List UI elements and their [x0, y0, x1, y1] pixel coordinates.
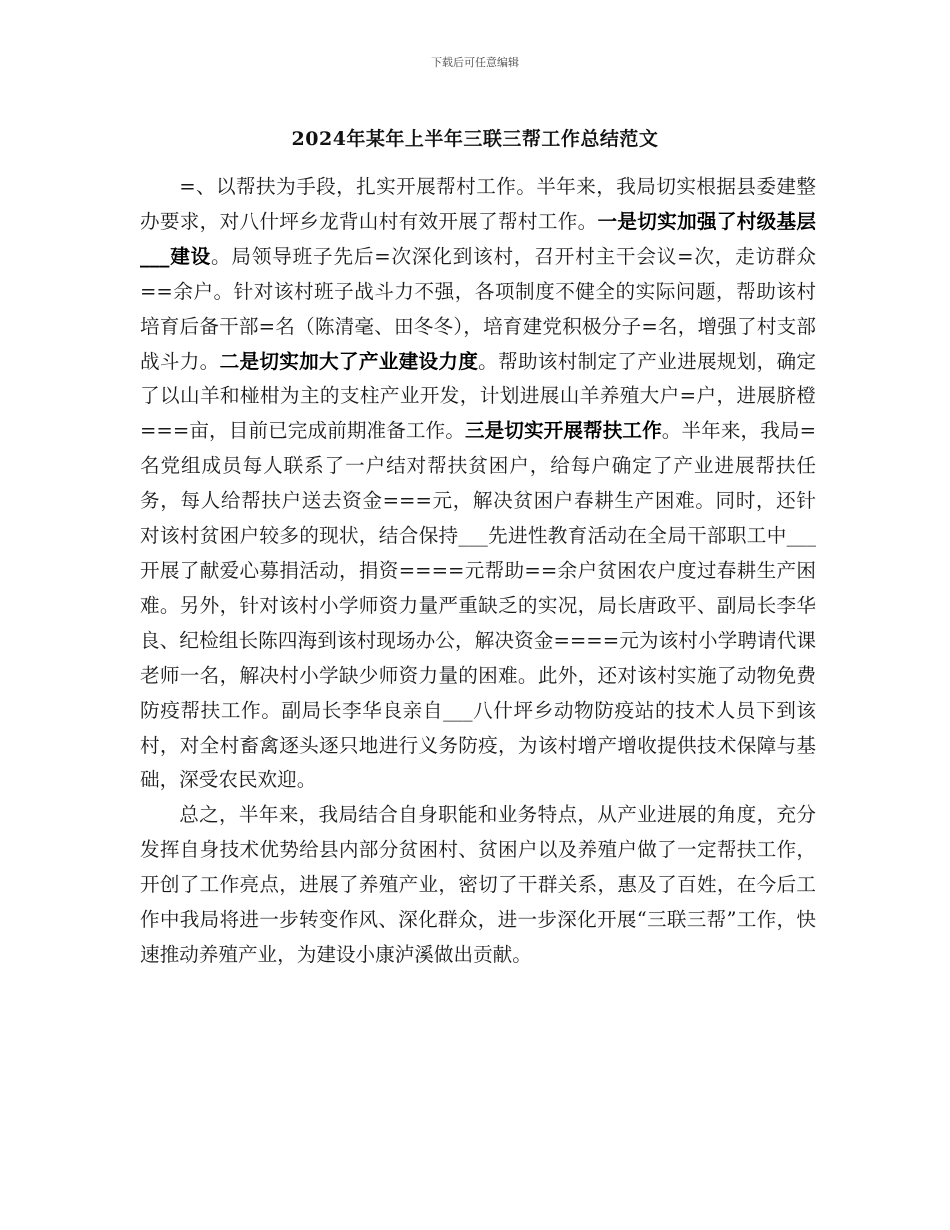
bold-heading-assistance: 三是切实开展帮扶工作	[464, 419, 662, 443]
document-title: 2024年某年上半年三联三帮工作总结范文	[291, 128, 659, 150]
bold-heading-industry: 二是切实加大了产业建设力度	[219, 349, 479, 373]
paragraph-text: 。局领导班子先后=次深化到该村，召开村主干会议=次，走访群众==余户。针对该村班子战斗力不强，各项制度不健全的实际问题，帮助该村培育后备干部=名（陈清毫、田冬冬），培育建党积极分子=名，增强了村支部战斗力。	[140, 244, 816, 373]
paragraph-help-village-work	[140, 170, 816, 798]
bold-heading-grassroots: 一是切实加强了村级基层___建设	[140, 209, 817, 268]
paragraph-text: 。帮助该村制定了产业进展规划，确定了以山羊和椪柑为主的支柱产业开发，计划进展山羊养殖大户=户，进展脐橙===亩，目前已完成前期准备工作。	[140, 349, 817, 443]
paragraph-text: =、以帮扶为手段，扎实开展帮村工作。半年来，我局切实根据县委建整办要求，对八什坪乡龙背山村有效开展了帮村工作。	[140, 175, 816, 233]
document-body	[140, 170, 816, 973]
header-note: 下载后可任意编辑	[431, 56, 519, 69]
paragraph-conclusion: 总之，半年来，我局结合自身职能和业务特点，从产业进展的角度，充分发挥自身技术优势给县内部分贫困村、贫困户以及养殖户做了一定帮扶工作，开创了工作亮点，进展了养殖产业，密切了干群关系，惠及了百姓，在今后工作中我局将进一步转变作风、深化群众，进一步深化开展“三联三帮”工作，快速推动养殖产业，为建设小康泸溪做出贡献。	[140, 803, 816, 966]
paragraph-text: 。半年来，我局=名党组成员每人联系了一户结对帮扶贫困户，给每户确定了产业进展帮扶任务，每人给帮扶户送去资金===元，解决贫困户春耕生产困难。同时，还针对该村贫困户较多的现状，结合保持___先进性教育活动在全局干部职工中___开展了献爱心募捐活动，捐资====元帮助==余户贫困农户度过春耕生产困难。另外，针对该村小学师资力量严重缺乏的实况，局长唐政平、副局长李华良、纪检组长陈四海到该村现场办公，解决资金====元为该村小学聘请代课老师一名，解决村小学缺少师资力量的困难。此外，还对该村实施了动物免费防疫帮扶工作。副局长李华良亲自___八什坪乡动物防疫站的技术人员下到该村，对全村畜禽逐头逐只地进行义务防疫，为该村增产增收提供技术保障与基础，深受农民欢迎。	[140, 419, 817, 792]
